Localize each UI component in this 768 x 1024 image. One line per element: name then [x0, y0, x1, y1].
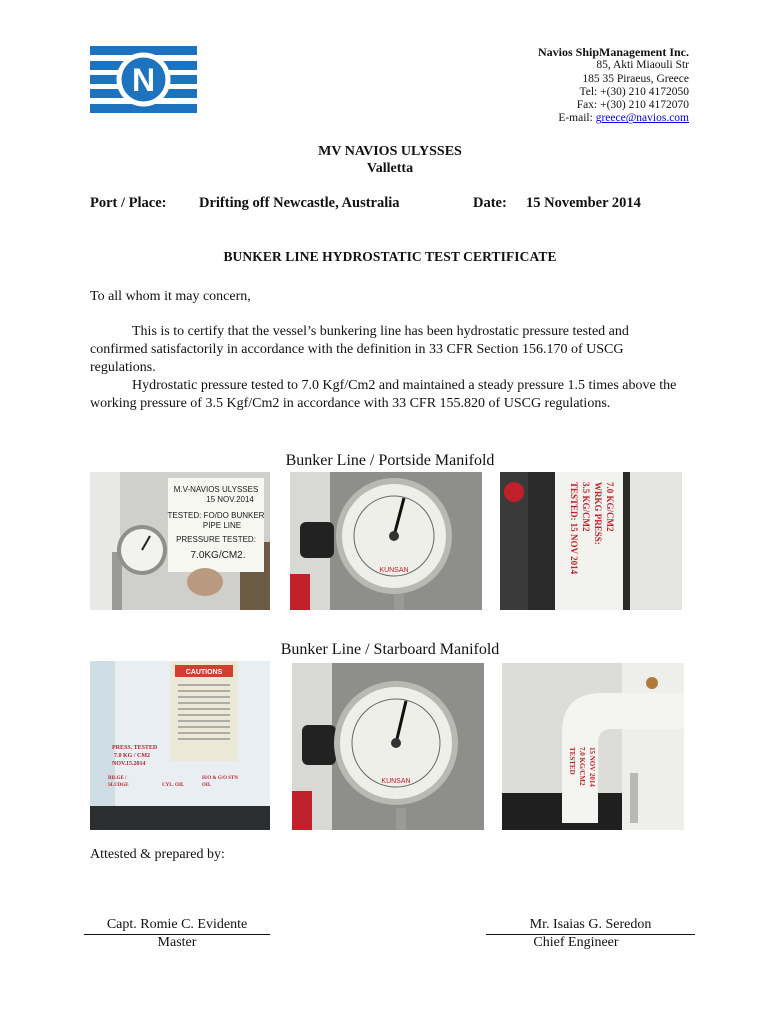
- elbow-stencil-line-1: TESTED: [568, 747, 576, 775]
- company-name: Navios ShipManagement Inc.: [537, 45, 689, 59]
- company-logo: [90, 46, 197, 113]
- chief-engineer-signatory-name: Mr. Isaias G. Seredon: [529, 917, 652, 932]
- photo-portside-pipe-stencil: [500, 472, 682, 610]
- starboard-section-title: Bunker Line / Starboard Manifold: [280, 641, 500, 658]
- photo-starboard-gauge-closeup: [292, 663, 484, 830]
- master-signatory-title: Master: [157, 935, 197, 950]
- chief-engineer-signatory-title: Chief Engineer: [533, 935, 619, 950]
- wall-stencil-line-7: H/O & G/O STN: [202, 776, 238, 781]
- certification-paragraph-1: This is to certify that the vessel’s bunkering line has been hydrostatic pressure tested and confirmed satisfactorily in accordance with the definition in 33 CFR Section 156.170 of USCG regulations.: [90, 324, 629, 375]
- pipe-stencil-line-1: TESTED: 15 NOV 2014: [569, 482, 579, 575]
- company-telephone: Tel: +(30) 210 4172050: [579, 85, 689, 98]
- company-address-block: [538, 46, 689, 126]
- vessel-heading: [0, 143, 768, 177]
- gauge-brand-label: KUNSAN: [379, 567, 409, 574]
- sign-line-3: TESTED: FO/DO BUNKER: [167, 511, 265, 520]
- port-value: Drifting off Newcastle, Australia: [199, 195, 400, 211]
- certificate-title: BUNKER LINE HYDROSTATIC TEST CERTIFICATE: [223, 249, 557, 264]
- pipe-stencil-line-3: WRKG PRESS:: [593, 482, 603, 545]
- salutation: To all whom it may concern,: [90, 289, 251, 304]
- date-label: Date:: [473, 195, 507, 211]
- portside-section-title: Bunker Line / Portside Manifold: [285, 452, 495, 469]
- photo-portside-gauge-with-sign: [90, 472, 270, 610]
- email-link[interactable]: greece@navios.com: [595, 112, 689, 125]
- photo-starboard-pipe-stencil: [502, 663, 684, 830]
- company-fax: Fax: +(30) 210 4172070: [576, 99, 689, 112]
- pipe-stencil-line-2: 3.5 KG/CM2: [581, 482, 591, 532]
- logo-letter: N: [131, 62, 156, 98]
- wall-stencil-line-5: SLUDGE: [108, 783, 129, 788]
- sign-line-6: 7.0KG/CM2.: [190, 550, 246, 561]
- attestation-intro: Attested & prepared by:: [90, 847, 225, 862]
- wall-stencil-line-3: NOV.15.2014: [112, 761, 146, 767]
- elbow-stencil-line-3: 15 NOV 2014: [588, 747, 596, 787]
- sign-line-2: 15 NOV.2014: [206, 495, 254, 504]
- photo-portside-gauge-closeup: [290, 472, 482, 610]
- vessel-name: MV NAVIOS ULYSSES: [318, 144, 462, 159]
- caution-plate-title: CAUTIONS: [185, 669, 223, 676]
- certification-paragraph-2: Hydrostatic pressure tested to 7.0 Kgf/Cm2 and maintained a steady pressure 1.5 times above the working pressure of 3.5 Kgf/Cm2 in accordance with 33 CFR 155.820 of USCG regulations.: [90, 378, 677, 411]
- wall-stencil-line-4: BILGE /: [108, 776, 127, 781]
- wall-stencil-line-8: OIL: [202, 783, 212, 788]
- date-value: 15 November 2014: [526, 195, 641, 211]
- company-address-line-2: 185 35 Piraeus, Greece: [582, 72, 689, 85]
- elbow-stencil-line-2: 7.0 KG/CM2: [578, 747, 586, 786]
- vessel-port-of-registry: Valletta: [366, 161, 414, 176]
- wall-stencil-line-2: 7.0 KG / CM2: [114, 753, 150, 759]
- port-label: Port / Place:: [90, 195, 167, 211]
- pipe-stencil-line-4: 7.0 KG/CM2: [605, 482, 615, 532]
- company-email-row: [538, 112, 689, 125]
- gauge-brand-label: KUNSAN: [381, 778, 411, 785]
- wall-stencil-line-6: CYL. OIL: [162, 783, 185, 788]
- company-address-line-1: 85, Akti Miaouli Str: [596, 59, 689, 72]
- sign-line-1: M.V-NAVIOS ULYSSES: [173, 485, 259, 494]
- sign-line-5: PRESSURE TESTED:: [176, 535, 256, 544]
- photo-starboard-wall-caution: [90, 661, 270, 830]
- sign-line-4: PIPE LINE: [202, 521, 242, 530]
- wall-stencil-line-1: PRESS. TESTED: [112, 745, 158, 751]
- master-signatory-name: Capt. Romie C. Evidente: [106, 917, 248, 932]
- email-label: E-mail:: [558, 112, 596, 125]
